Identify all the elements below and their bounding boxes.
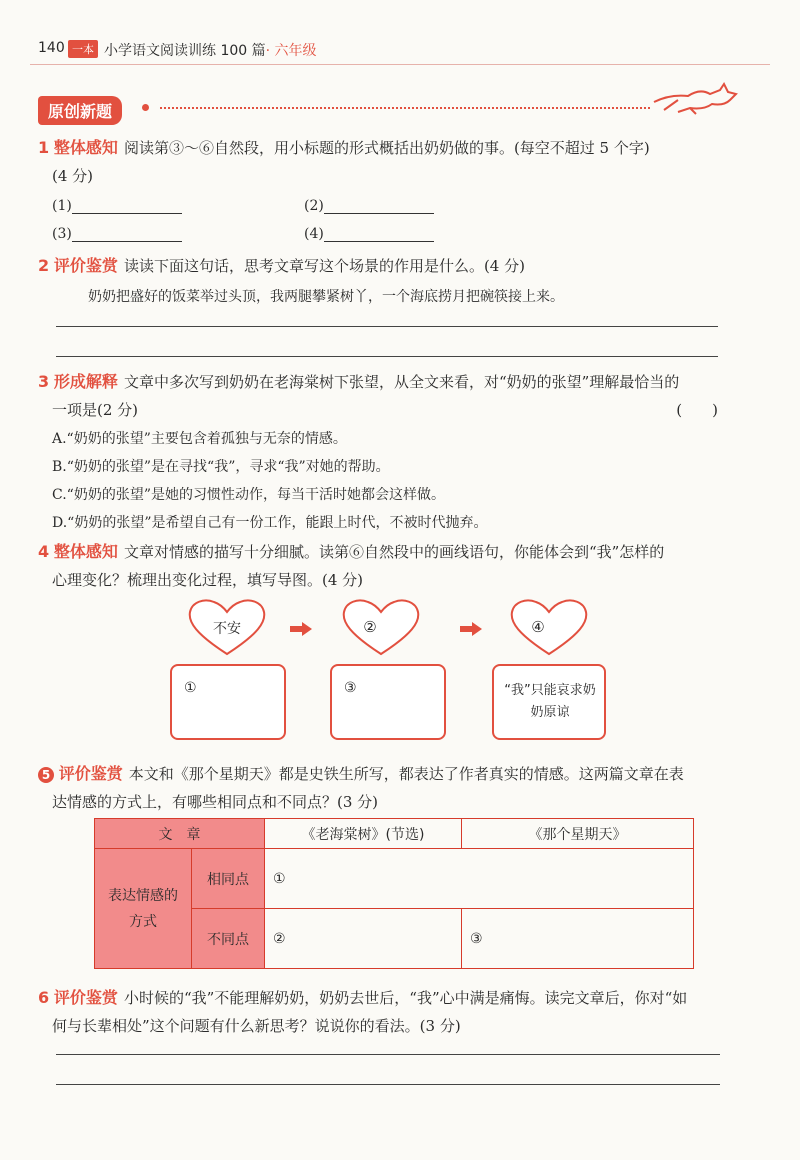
q3-option-b[interactable]: B.“奶奶的张望”是在寻找“我”，寻求“我”对她的帮助。 <box>52 459 390 475</box>
section-banner: 原创新题 <box>38 96 122 125</box>
heart-2[interactable]: ② <box>363 618 377 636</box>
box-1-text: ① <box>184 680 197 696</box>
q1-blank-2[interactable] <box>304 198 434 214</box>
q3-tag: 形成解释 <box>53 372 118 391</box>
question-6 <box>38 984 768 1040</box>
q5-number: 5 <box>38 767 54 783</box>
q3-option-d[interactable]: D.“奶奶的张望”是希望自己有一份工作，能跟上时代，不被时代抛弃。 <box>52 515 488 531</box>
table-col-header: 文 章 <box>95 819 265 849</box>
q6-answer-line-2[interactable] <box>56 1084 720 1085</box>
box-1[interactable] <box>170 664 286 740</box>
question-4 <box>38 538 768 594</box>
q3-option-c[interactable]: C.“奶奶的张望”是她的习惯性动作，每当干活时她都会这样做。 <box>52 487 445 503</box>
question-3 <box>38 368 768 424</box>
q1-blank-1[interactable] <box>52 198 182 214</box>
question-5 <box>38 760 768 816</box>
q4-text2: 心理变化？梳理出变化过程，填写导图。(4 分) <box>52 571 364 589</box>
q2-number: 2 <box>38 256 50 275</box>
table-same-label: 相同点 <box>192 849 265 909</box>
q4-text: 文章对情感的描写十分细腻。读第⑥自然段中的画线语句，你能体会到“我”怎样的 <box>123 543 665 561</box>
q2-answer-line-1[interactable] <box>56 326 718 327</box>
heart-1: 不安 <box>213 621 241 637</box>
q6-tag: 评价鉴赏 <box>53 988 118 1007</box>
q1-blank-4-label: (4) <box>304 226 324 242</box>
banner-dot-icon <box>142 104 149 111</box>
cat-icon <box>650 80 740 116</box>
q2-tag: 评价鉴赏 <box>53 256 118 275</box>
q3-answer-paren[interactable]: ( ) <box>676 401 718 419</box>
q1-number: 1 <box>38 138 50 157</box>
q3-option-a[interactable]: A.“奶奶的张望”主要包含着孤独与无奈的情感。 <box>52 431 347 447</box>
arrow-right-icon <box>460 622 482 636</box>
table-same-cell[interactable]: ① <box>265 849 694 909</box>
q1-text: 阅读第③～⑥自然段，用小标题的形式概括出奶奶做的事。(每空不超过 5 个字) <box>123 139 650 157</box>
table-row-group: 表达情感的方式 <box>95 849 192 969</box>
question-1 <box>38 134 768 190</box>
q1-blank-2-label: (2) <box>304 198 324 214</box>
arrow-right-icon <box>290 622 312 636</box>
q3-text: 文章中多次写到奶奶在老海棠树下张望，从全文来看，对“奶奶的张望”理解最恰当的 <box>123 373 680 391</box>
box-2-text: ③ <box>344 680 357 696</box>
q1-tag: 整体感知 <box>53 138 118 157</box>
q4-number: 4 <box>38 542 50 561</box>
header-rule <box>30 64 770 65</box>
heart-3[interactable]: ④ <box>531 618 545 636</box>
q1-blank-4[interactable] <box>304 226 434 242</box>
q3-text2: 一项是(2 分) <box>52 401 139 419</box>
page-number: 140 <box>38 40 65 56</box>
q2-text: 读读下面这句话，思考文章写这个场景的作用是什么。(4 分) <box>123 257 525 275</box>
table-article-1: 《老海棠树》(节选) <box>265 819 462 849</box>
book-title-text: 小学语文阅读训练 100 篇 <box>104 43 266 59</box>
q6-text: 小时候的“我”不能理解奶奶，奶奶去世后，“我”心中满是痛悔。读完文章后，你对“如 <box>123 989 688 1007</box>
q5-tag: 评价鉴赏 <box>58 764 123 783</box>
q4-tag: 整体感知 <box>53 542 118 561</box>
banner-dotted-line <box>160 107 650 109</box>
table-article-2: 《那个星期天》 <box>462 819 694 849</box>
q5-text: 本文和《那个星期天》都是史铁生所写，都表达了作者真实的情感。这两篇文章在表 <box>128 765 684 783</box>
box-2[interactable] <box>330 664 446 740</box>
table-diff-cell-2[interactable]: ③ <box>462 909 694 969</box>
q2-answer-line-2[interactable] <box>56 356 718 357</box>
book-title <box>104 40 317 60</box>
q1-blank-3[interactable] <box>52 226 182 242</box>
grade-label: · 六年级 <box>265 43 317 59</box>
box-3-text: “我”只能哀求奶奶原谅 <box>504 683 596 720</box>
q6-number: 6 <box>38 988 50 1007</box>
q6-text2: 何与长辈相处”这个问题有什么新思考？说说你的看法。(3 分) <box>52 1017 461 1035</box>
table-diff-cell-1[interactable]: ② <box>265 909 462 969</box>
q6-answer-line-1[interactable] <box>56 1054 720 1055</box>
box-3 <box>492 664 606 740</box>
q3-number: 3 <box>38 372 50 391</box>
table-diff-label: 不同点 <box>192 909 265 969</box>
q5-text2: 达情感的方式上，有哪些相同点和不同点？(3 分) <box>52 793 379 811</box>
question-2 <box>38 252 768 280</box>
brand-badge: 一本 <box>68 40 98 58</box>
q1-score: (4 分) <box>52 167 94 185</box>
q2-quote: 奶奶把盛好的饭菜举过头顶，我两腿攀紧树丫，一个海底捞月把碗筷接上来。 <box>88 289 564 305</box>
q1-blank-3-label: (3) <box>52 226 72 242</box>
comparison-table <box>94 818 694 969</box>
q1-blank-1-label: (1) <box>52 198 72 214</box>
